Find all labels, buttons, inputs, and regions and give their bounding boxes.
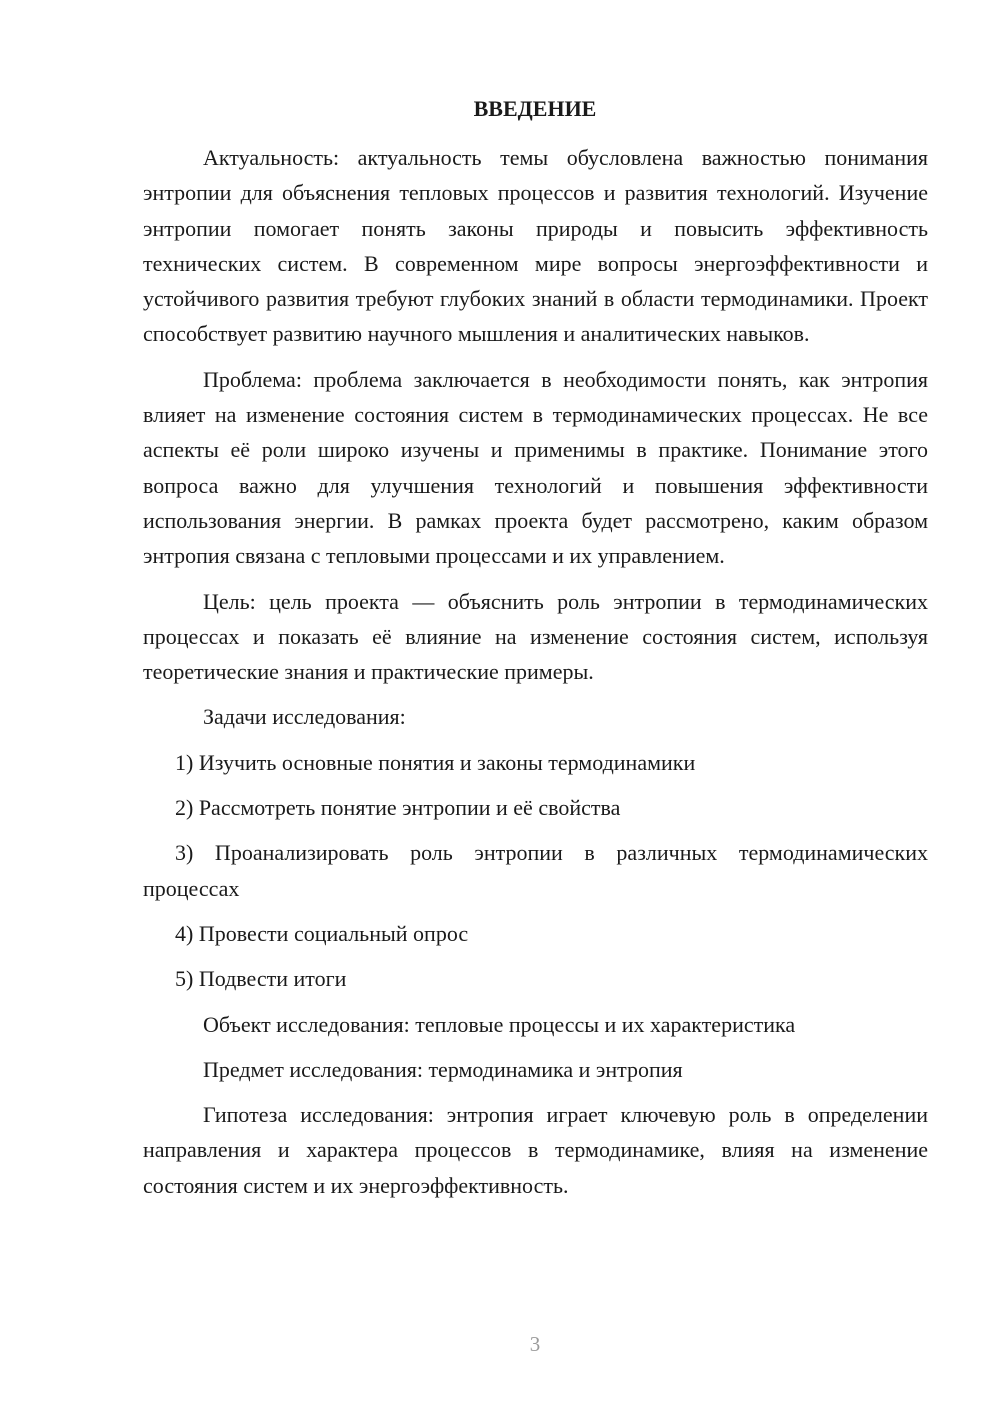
subject-paragraph: Предмет исследования: термодинамика и энтропия	[203, 1056, 683, 1082]
relevance-paragraph: Актуальность: актуальность темы обусловлена важностью понимания энтропии для объяснения тепловых процессов и развития технологий. Изучение энтропии помогает понять законы природы и повысить эффективность технических систем. В современном мире вопросы энергоэффективности и устойчивого развития требуют глубоких знаний в области термодинамики. Проект способствует развитию научного мышления и аналитических навыков.	[143, 145, 928, 347]
tasks-heading: Задачи исследования:	[203, 704, 406, 730]
problem-paragraph: Проблема: проблема заключается в необходимости понять, как энтропия влияет на изменение состояния систем в термодинамических процессах. Не все аспекты её роли широко изучены и применимы в практике. Понимание этого вопроса важно для улучшения технологий и повышения эффективности использования энергии. В рамках проекта будет рассмотрено, каким образом энтропия связана с тепловыми процессами и их управлением.	[143, 366, 928, 569]
page-number: 3	[529, 1332, 541, 1356]
task-item-3: 3) Проанализировать роль энтропии в различных термодинамических процессах	[143, 840, 928, 901]
task-item-1: 1) Изучить основные понятия и законы термодинамики	[175, 749, 696, 775]
hypothesis-paragraph: Гипотеза исследования: энтропия играет ключевую роль в определении направления и характера процессов в термодинамике, влияя на изменение состояния систем и их энергоэффективность.	[143, 1102, 928, 1198]
goal-paragraph: Цель: цель проекта — объяснить роль энтропии в термодинамических процессах и показать её влияние на изменение состояния систем, используя теоретические знания и практические примеры.	[143, 588, 928, 685]
task-item-4: 4) Провести социальный опрос	[175, 920, 469, 946]
object-paragraph: Объект исследования: тепловые процессы и их характеристика	[203, 1011, 796, 1037]
document-body	[143, 140, 928, 1213]
task-item-2: 2) Рассмотреть понятие энтропии и её свойства	[175, 795, 621, 821]
page-title: ВВЕДЕНИЕ	[473, 96, 597, 121]
task-item-5: 5) Подвести итоги	[175, 966, 347, 992]
